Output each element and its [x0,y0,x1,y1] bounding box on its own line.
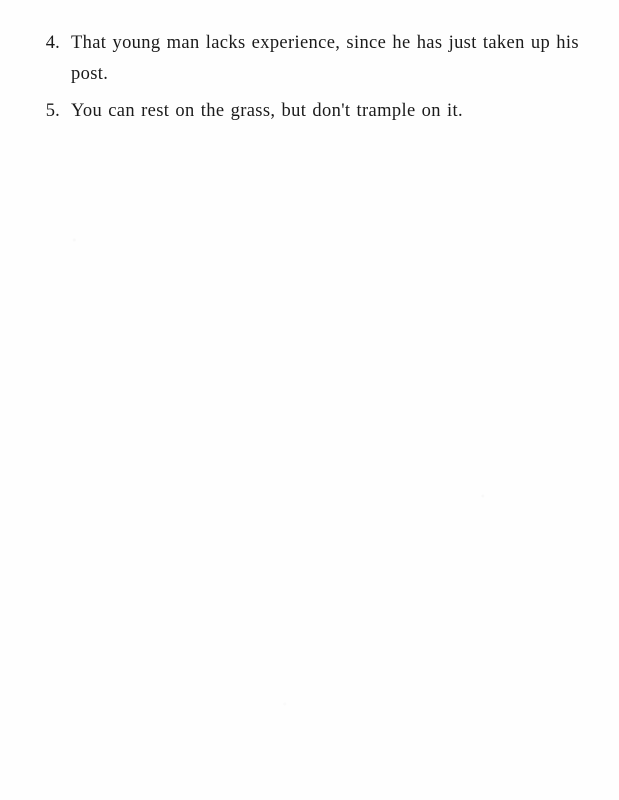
item-number: 5. [45,101,60,121]
item-text: You can rest on the grass, but don't trample on it. [71,101,464,121]
list-item [26,28,581,90]
page-content [0,28,619,133]
item-text: That young man lacks experience, since he has just taken up his post. [71,33,579,84]
exercise-list [26,28,581,127]
list-item [26,96,581,127]
item-number: 4. [45,33,60,53]
show-through-text-layer [0,150,619,800]
